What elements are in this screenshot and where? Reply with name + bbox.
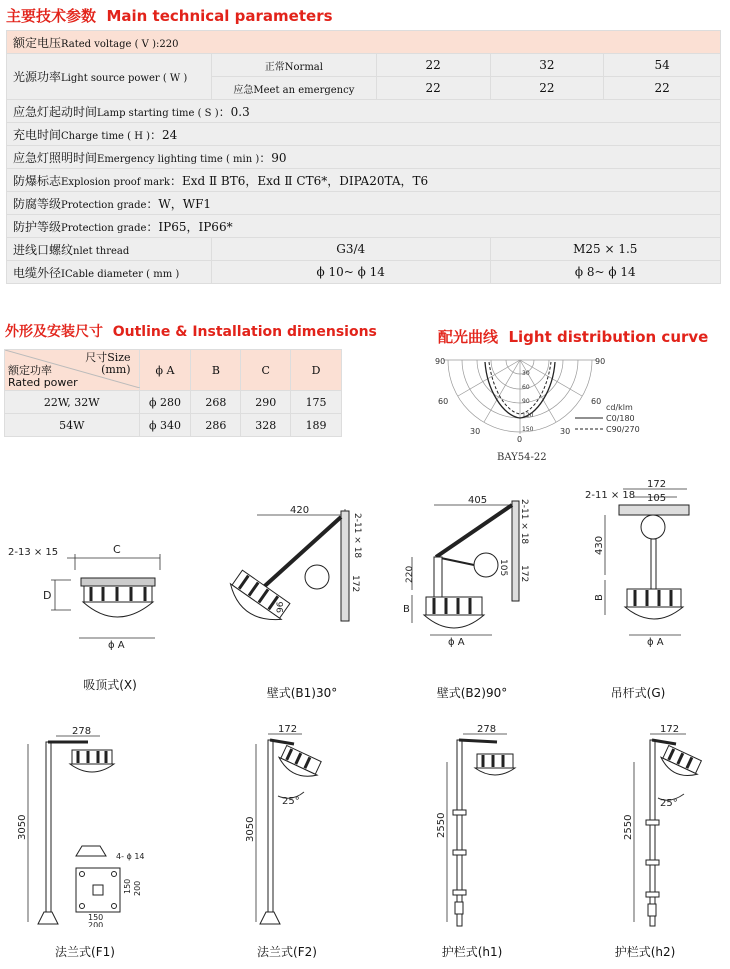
thread-en: nlet thread [73,245,130,257]
col-header-d: D [291,350,342,391]
row-d: 189 [291,414,342,437]
lighting-time-cn: 应急灯照明时间 [13,150,98,165]
dim-d: D [43,589,52,602]
dim-c: 150 [88,913,104,922]
radial-label: 90 [522,398,530,405]
row-c: 290 [241,391,291,414]
drawing-flange-f2 [238,722,338,927]
dim-bolt: 2-11 × 18 [519,499,529,545]
dim-height: 2550 [436,812,447,838]
pole-arm [652,740,676,744]
cable-en: ICable diameter ( mm ) [61,268,180,280]
dimension-row [5,414,342,437]
mount-plate [619,505,689,515]
outline-title-cn: 外形及安装尺寸 [5,324,103,340]
size-unit: (mm) [101,363,131,376]
protection-en: Protection grade [61,222,147,234]
dim-d: 200 [88,921,104,927]
outline-heading [5,321,377,341]
rated-label-cn: 额定功率 [8,364,52,377]
cable-cn: 电缆外径 [13,265,62,280]
caption-wall-30: 壁式(B1)30° [266,686,338,700]
row-a: ϕ 280 [139,391,191,414]
pole [46,742,51,924]
ceiling-plate [81,578,155,586]
angle-label-left-60: 60 [438,397,449,406]
polar-diagram [425,350,655,470]
radial-label: 150 [522,426,534,433]
explosion-cn: 防爆标志 [13,173,62,188]
spec-row-lighting-time [7,146,721,169]
spec-row-thread [7,238,721,261]
angle-label-right-60: 60 [591,397,602,406]
lamp-glass [475,768,515,775]
dim-h1: 220 [405,565,415,583]
normal-value: 32 [490,54,604,77]
spec-row-cable [7,261,721,284]
wall-arm [436,505,512,557]
start-time-value: ：0.3 [218,104,250,119]
dim-width: 172 [278,724,298,735]
voltage-label-cn: 额定电压 [13,35,62,50]
junction-box [641,515,665,539]
lighting-time-en: Emergency lighting time ( min ) [97,153,260,165]
drawing-ceiling-mount [5,540,165,650]
row-b: 286 [191,414,241,437]
legend-c90: C90/270 [606,425,640,434]
dim-height: 3050 [17,814,28,840]
dim-h3: 105 [498,559,508,577]
main-params-title-en: Main technical parameters [106,7,333,25]
caption-pendant: 吊杆式(G) [610,686,666,700]
pole [650,740,655,926]
angle-label-zero: 0 [517,435,523,444]
dimension-row [5,391,342,414]
dim-b: B [594,594,605,601]
normal-label-cn: 正常 [264,61,285,73]
lighting-time-value: ：90 [259,150,287,165]
pole-arm [459,740,497,742]
dim-a: ϕ A [448,637,465,648]
dim-angle: 25° [282,796,300,807]
explosion-value: ：Exd Ⅱ BT6，Exd Ⅱ CT6*，DIPA20TA，T6 [169,173,429,188]
unit-label: cd/klm [606,403,633,412]
anticorrosion-cn: 防腐等级 [13,196,62,211]
dim-width: 172 [660,724,680,735]
col-header-b: B [191,350,241,391]
radial-label: 120 [522,412,534,419]
start-time-en: Lamp starting time ( S ) [97,107,219,119]
row-b: 268 [191,391,241,414]
caption-guardrail-h1: 护栏式(h1) [441,945,503,959]
wall-plate [341,511,349,621]
main-params-title-cn: 主要技术参数 [6,7,97,25]
anticorrosion-en: Protection grade [61,199,147,211]
emergency-label-en: Meet an emergency [253,84,355,96]
start-time-cn: 应急灯起动时间 [13,104,98,119]
normal-value: 22 [376,54,490,77]
light-curve-title-en: Light distribution curve [508,328,709,346]
emergency-value: 22 [604,77,721,100]
dim-h: 430 [594,535,605,555]
lamp-glass [625,607,683,619]
caption-flange-f1: 法兰式(F1) [55,945,115,959]
row-d: 175 [291,391,342,414]
col-header-a: ϕ A [139,350,191,391]
power-label-en: Light source power ( W ) [61,73,188,84]
legend-c0: C0/180 [606,414,635,423]
protection-value: ：IP65，IP66* [146,219,233,234]
lamp-glass [83,602,153,617]
dimension-table [4,349,342,437]
thread-value: M25 × 1.5 [490,238,721,261]
dim-width: 278 [72,726,92,737]
drawing-pendant [585,475,705,650]
dim-bolt: 2-13 × 15 [8,547,59,558]
normal-value: 54 [604,54,721,77]
size-label-cn: 尺寸 [85,351,108,364]
dim-h1: 172 [350,575,360,593]
dim-a: ϕ A [647,637,664,648]
dim-width: 278 [477,724,497,735]
row-power: 22W, 32W [5,391,140,414]
junction-box [474,553,498,577]
drawing-guardrail-h2 [610,722,710,927]
dim-b: B [403,604,410,615]
drawing-wall-90 [400,495,540,655]
dim-height: 2550 [623,814,634,840]
angle-label-left-90: 90 [435,357,446,366]
normal-label-en: Normal [284,61,323,73]
dim-a: ϕ A [108,640,125,650]
row-a: ϕ 340 [139,414,191,437]
light-curve-title-cn: 配光曲线 [438,328,499,346]
drawing-guardrail-h1 [415,722,525,927]
dim-h2: 172 [519,565,529,583]
voltage-label-en: Rated voltage ( V ):220 [61,38,179,50]
spec-row-explosion [7,169,721,192]
dim-w2: 105 [647,493,667,504]
caption-ceiling: 吸顶式(X) [83,678,137,692]
dim-angle: 25° [660,798,678,809]
polar-grid [443,360,597,434]
angle-label-right-30: 30 [560,427,571,436]
spec-row-voltage [7,31,721,54]
dim-w1: 172 [647,479,667,490]
charge-time-value: ：24 [150,127,178,142]
lamp-glass [424,615,484,628]
drawing-wall-30 [205,503,365,643]
charge-time-en: Charge time ( H ) [61,130,151,142]
angle-label-right-90: 90 [595,357,606,366]
size-label-en: Size [107,351,131,364]
charge-time-cn: 充电时间 [13,127,62,142]
cable-value: ϕ 10~ ϕ 14 [211,261,490,284]
dim-bolt: 2-11 × 18 [585,490,636,501]
row-c: 328 [241,414,291,437]
pole [268,740,273,924]
radial-label: 30 [522,370,530,377]
spec-row-start-time [7,100,721,123]
angle-label-left-30: 30 [470,427,481,436]
emergency-label-cn: 应急 [233,84,254,96]
caption-flange-f2: 法兰式(F2) [257,945,317,959]
dim-bolt: 2-11 × 18 [352,513,362,559]
dim-c: C [113,543,121,556]
pole-arm [270,740,294,744]
pole [457,740,462,926]
drawing-flange-f1 [10,722,160,927]
lamp-glass [70,764,114,772]
dim-b: 200 [133,880,142,896]
cable-value: ϕ 8~ ϕ 14 [490,261,721,284]
wall-plate [512,501,519,601]
protection-cn: 防护等级 [13,219,62,234]
dimension-header-row [5,350,342,391]
pendant-rod [651,539,656,589]
dim-width: 405 [468,495,488,506]
thread-cn: 进线口螺纹 [13,242,74,257]
caption-wall-90: 壁式(B2)90° [436,686,508,700]
emergency-value: 22 [376,77,490,100]
rated-label-en: Rated power [8,376,78,389]
col-header-c: C [241,350,291,391]
spec-row-power-normal [7,54,721,77]
thread-value: G3/4 [211,238,490,261]
spec-table [6,30,721,284]
radial-label: 60 [522,384,530,391]
dim-a: 150 [123,878,132,894]
light-curve-heading [438,326,708,347]
flange-side [76,846,106,856]
dim-holes: 4- ϕ 14 [116,852,145,861]
dim-width: 420 [290,505,310,516]
main-params-heading [6,5,333,26]
spec-row-anticorrosion [7,192,721,215]
row-power: 54W [5,414,140,437]
spec-row-charge-time [7,123,721,146]
dim-h2: 96 [276,601,286,613]
anticorrosion-value: ：W，WF1 [146,196,212,211]
dim-height: 3050 [245,816,256,842]
power-label-cn: 光源功率 [13,70,62,84]
caption-guardrail-h2: 护栏式(h2) [614,945,676,959]
emergency-value: 22 [490,77,604,100]
explosion-en: Explosion proof mark [61,176,170,188]
junction-box [305,565,329,589]
spec-row-protection [7,215,721,238]
outline-title-en: Outline & Installation dimensions [112,324,377,340]
model-label: BAY54-22 [497,452,547,463]
